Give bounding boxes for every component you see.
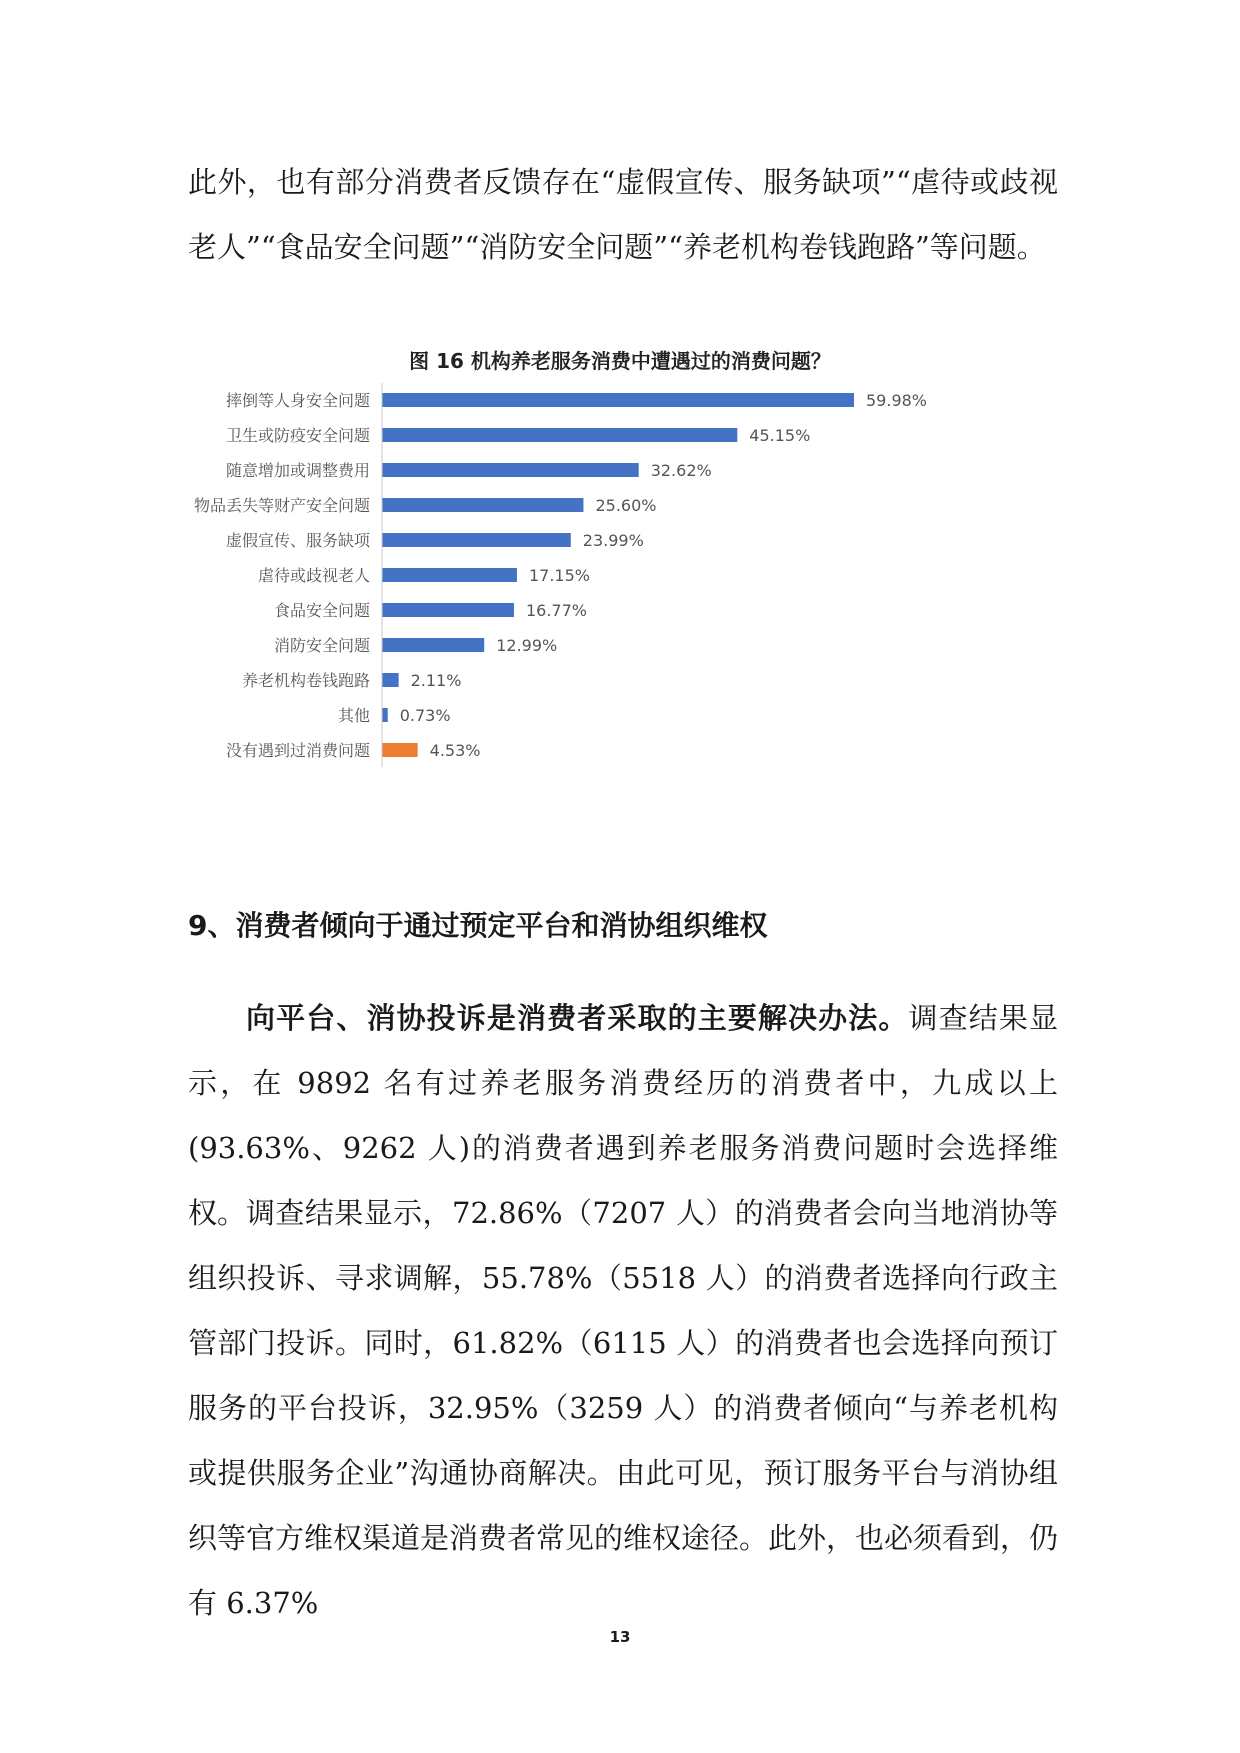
data-label: 45.15%	[749, 426, 811, 445]
bar	[382, 463, 639, 477]
bar	[382, 533, 571, 547]
bar	[382, 638, 484, 652]
bar	[382, 673, 399, 687]
category-label: 没有遇到过消费问题	[225, 741, 370, 760]
category-label: 物品丢失等财产安全问题	[193, 496, 370, 515]
paragraph-lead-bold: 向平台、消协投诉是消费者采取的主要解决办法。	[246, 1001, 909, 1035]
category-label: 其他	[337, 706, 370, 725]
bar	[382, 498, 583, 512]
bar	[382, 568, 517, 582]
chart-title: 图 16 机构养老服务消费中遭遇过的消费问题？	[409, 349, 831, 373]
bar-chart	[190, 383, 1060, 823]
data-label: 4.53%	[429, 741, 481, 760]
category-label: 卫生或防疫安全问题	[225, 426, 370, 445]
category-label: 摔倒等人身安全问题	[225, 391, 370, 410]
bar	[382, 393, 854, 407]
data-label: 16.77%	[525, 601, 587, 620]
data-label: 17.15%	[528, 566, 590, 585]
paragraph-survey-results: 调查结果显示，72.86%（7207 人）的消费者会向当地消协等组织投诉、寻求调解，55.78%（5518 人）的消费者选择向行政主管部门投诉。同时，61.82%（6115 人）的消费者也会选择向预订服务的平台投诉，32.95%（3259 人）的消费者倾向“与养老机构或提供服务企业”沟通协商解决。由此可见，预订服务平台与消协组织等官方维权渠道是消费者常见的维权途径。此外，也必须看到，仍有 6.37%	[188, 1196, 1059, 1620]
bar	[382, 428, 737, 442]
category-label: 随意增加或调整费用	[225, 461, 370, 480]
data-label: 25.60%	[595, 496, 657, 515]
paragraph-other-issues: 此外，也有部分消费者反馈存在“虚假宣传、服务缺项”“虐待或歧视老人”“食品安全问题”“消防安全问题”“养老机构卷钱跑路”等问题。	[188, 165, 1058, 264]
data-label: 59.98%	[866, 391, 928, 410]
data-label: 2.11%	[410, 671, 462, 690]
bar	[382, 708, 388, 722]
category-label: 食品安全问题	[273, 601, 370, 620]
category-label: 消防安全问题	[273, 636, 370, 655]
bar	[382, 603, 514, 617]
paragraph-body: 调查结果显示，在 9892 名有过养老服务消费经历的消费者中，九成以上(93.63%、9262 人)的消费者遇到养老服务消费问题时会选择维权。	[188, 1001, 1058, 1230]
category-label: 养老机构卷钱跑路	[241, 671, 370, 690]
data-label: 12.99%	[496, 636, 558, 655]
data-label: 23.99%	[582, 531, 644, 550]
category-label: 虐待或歧视老人	[257, 566, 370, 585]
category-label: 虚假宣传、服务缺项	[225, 531, 370, 550]
figure-16	[190, 345, 1070, 835]
data-label: 32.62%	[650, 461, 712, 480]
page-number: 13	[609, 1628, 631, 1646]
bar	[382, 743, 418, 757]
section-heading: 9、消费者倾向于通过预定平台和消协组织维权	[188, 909, 768, 942]
data-label: 0.73%	[399, 706, 451, 725]
